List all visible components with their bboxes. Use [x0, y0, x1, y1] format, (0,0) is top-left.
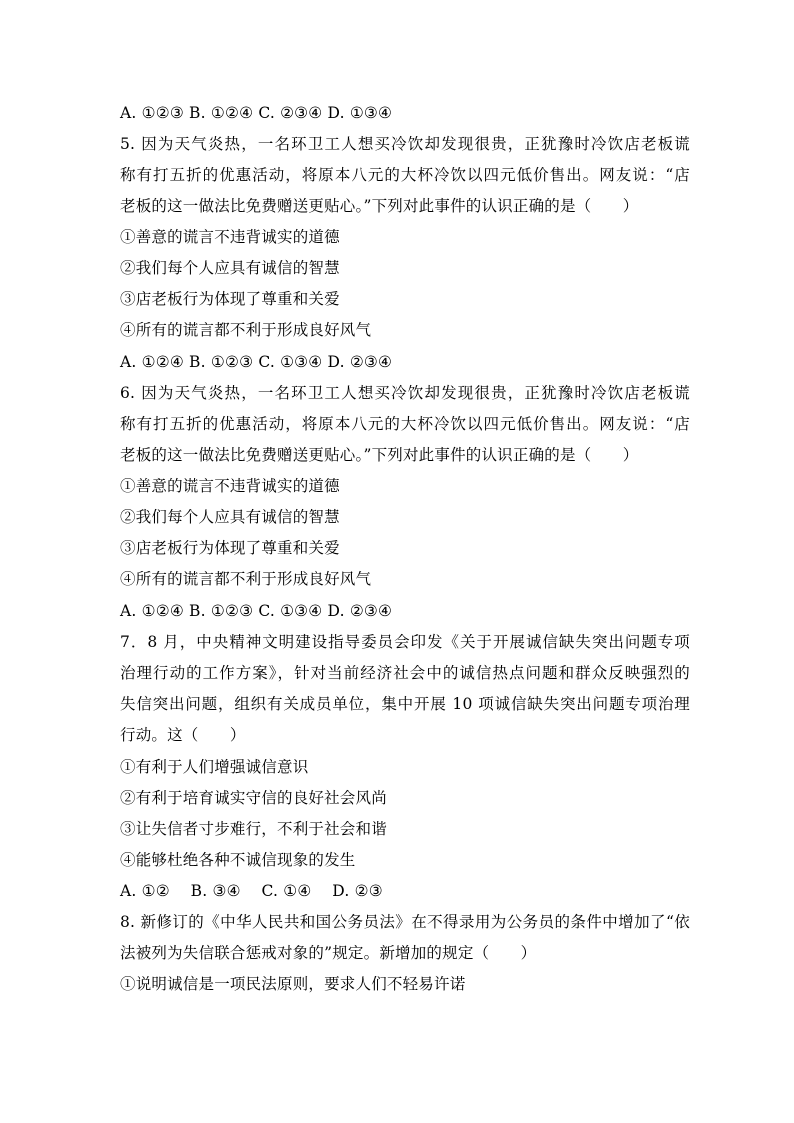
q7-statement-4: ④能够杜绝各种不诚信现象的发生 — [120, 851, 356, 869]
q7-stem-line-2: 治理行动的工作方案》，针对当前经济社会中的诚信热点问题和群众反映强烈的 — [120, 664, 690, 682]
q6-statement-1: ①善意的谎言不违背诚实的道德 — [120, 477, 340, 495]
q7-statement-3: ③让失信者寸步难行，不利于社会和谐 — [120, 820, 387, 838]
q5-statement-2: ②我们每个人应具有诚信的智慧 — [120, 259, 340, 277]
q6-statement-3: ③店老板行为体现了尊重和关爱 — [120, 539, 340, 557]
q5-statement-1: ①善意的谎言不违背诚实的道德 — [120, 228, 340, 246]
q7-stem-line-1: 7．8 月，中央精神文明建设指导委员会印发《关于开展诚信缺失突出问题专项 — [120, 633, 690, 651]
q5-statement-3: ③店老板行为体现了尊重和关爱 — [120, 290, 340, 308]
q7-stem-line-4: 行动。这（ ） — [120, 726, 246, 744]
q5-stem-line-1: 5. 因为天气炎热，一名环卫工人想买冷饮却发现很贵，正犹豫时冷饮店老板谎 — [120, 135, 690, 153]
q5-options: A. ①②④ B. ①②③ C. ①③④ D. ②③④ — [120, 353, 393, 371]
q7-statement-1: ①有利于人们增强诚信意识 — [120, 758, 309, 776]
q7-stem-line-3: 失信突出问题，组织有关成员单位，集中开展 10 项诚信缺失突出问题专项治理 — [120, 695, 690, 713]
q7-options: A. ①② B. ③④ C. ①④ D. ②③ — [120, 882, 383, 900]
q6-statement-2: ②我们每个人应具有诚信的智慧 — [120, 508, 340, 526]
q8-stem-line-2: 法被列为失信联合惩戒对象的”规定。新增加的规定（ ） — [120, 944, 537, 962]
q5-stem-line-2: 称有打五折的优惠活动，将原本八元的大杯冷饮以四元低价售出。网友说：“店 — [120, 166, 690, 184]
q6-stem-line-2: 称有打五折的优惠活动，将原本八元的大杯冷饮以四元低价售出。网友说：“店 — [120, 415, 690, 433]
q7-statement-2: ②有利于培育诚实守信的良好社会风尚 — [120, 789, 387, 807]
q6-statement-4: ④所有的谎言都不利于形成良好风气 — [120, 570, 372, 588]
q6-stem-line-1: 6. 因为天气炎热，一名环卫工人想买冷饮却发现很贵，正犹豫时冷饮店老板谎 — [120, 384, 690, 402]
q5-stem-line-3: 老板的这一做法比免费赠送更贴心。”下列对此事件的认识正确的是（ ） — [120, 197, 639, 215]
q8-statement-1: ①说明诚信是一项民法原则，要求人们不轻易许诺 — [120, 975, 466, 993]
q6-options: A. ①②④ B. ①②③ C. ①③④ D. ②③④ — [120, 602, 393, 620]
q5-statement-4: ④所有的谎言都不利于形成良好风气 — [120, 321, 372, 339]
q6-stem-line-3: 老板的这一做法比免费赠送更贴心。”下列对此事件的认识正确的是（ ） — [120, 446, 639, 464]
q8-stem-line-1: 8. 新修订的《中华人民共和国公务员法》在不得录用为公务员的条件中增加了“依 — [120, 913, 690, 931]
q4-options: A. ①②③ B. ①②④ C. ②③④ D. ①③④ — [120, 104, 393, 122]
